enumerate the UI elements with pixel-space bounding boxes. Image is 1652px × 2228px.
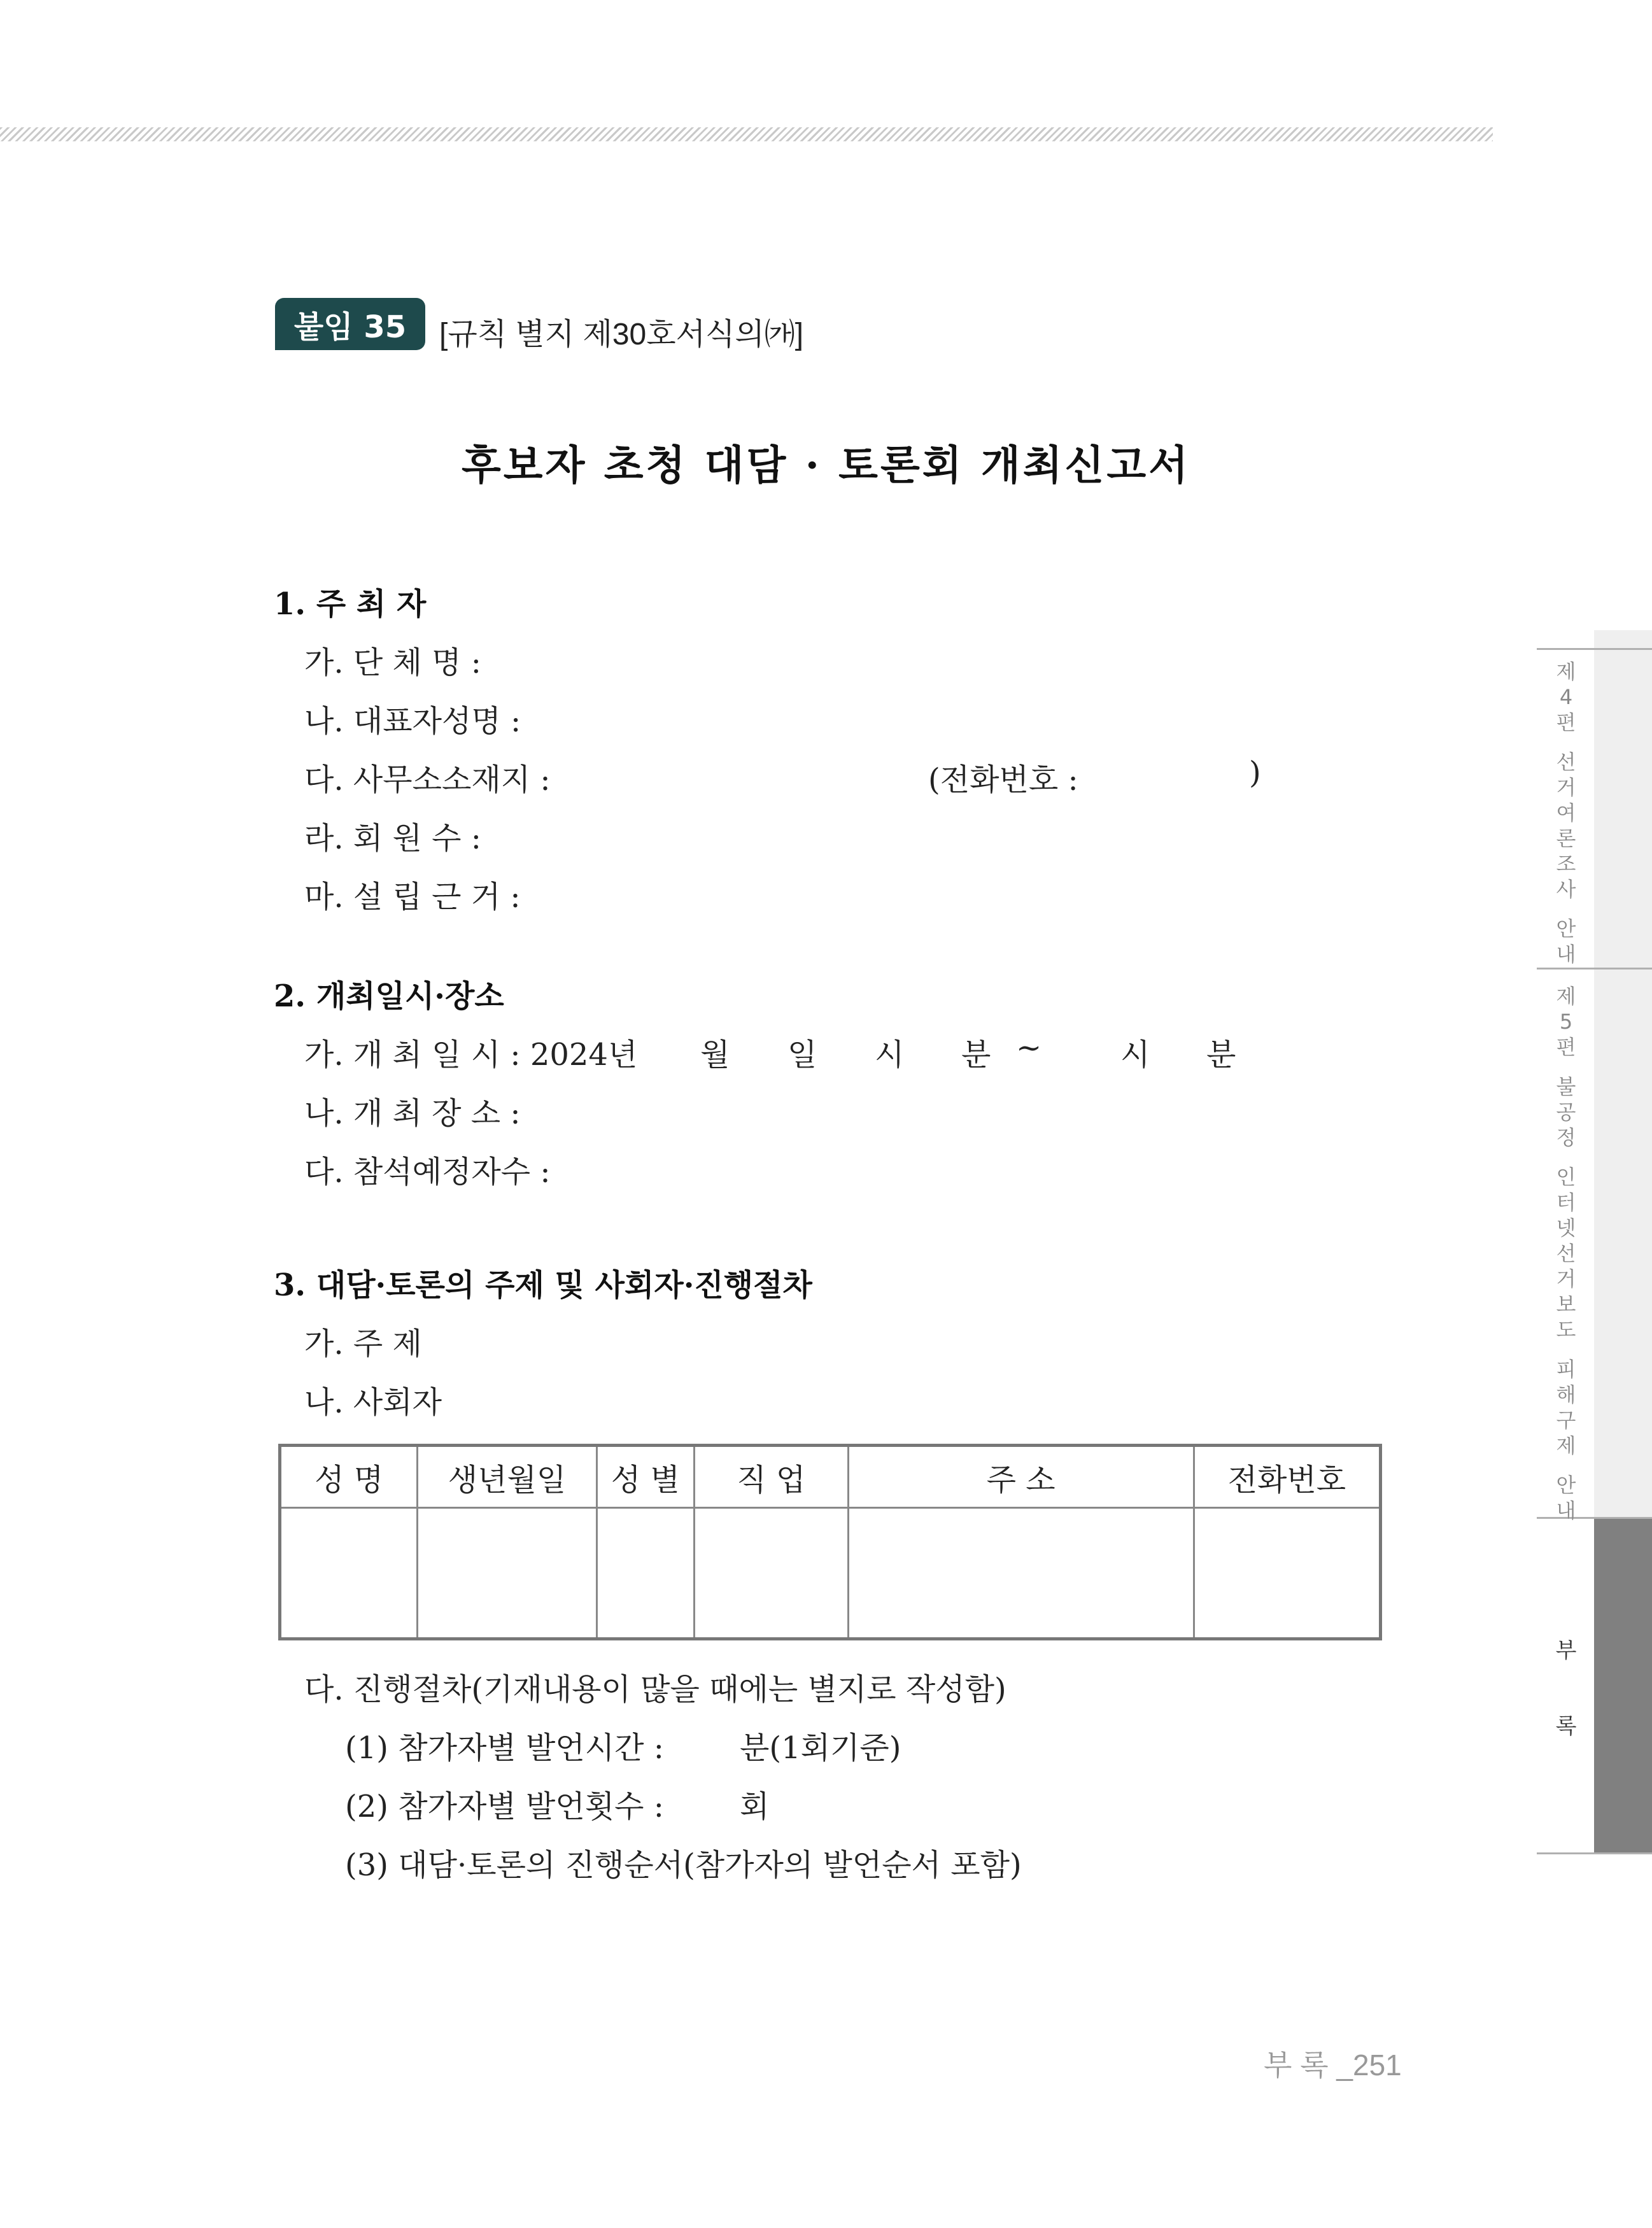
unit-end-hour: 시	[1120, 1037, 1150, 1073]
field-venue: 나. 개 최 장 소 :	[304, 1096, 521, 1131]
header-hatch-band	[0, 127, 1493, 141]
field-phone-close: )	[1249, 755, 1261, 791]
header-birthdate: 생년월일	[418, 1446, 597, 1508]
procedure-heading: 다. 진행절차(기재내용이 많을 때에는 별지로 작성함)	[304, 1672, 1006, 1707]
sidebar-tab-part4[interactable]	[1594, 630, 1652, 968]
cell-birthdate	[418, 1508, 597, 1639]
field-office-address: 다. 사무소소재지 :	[304, 762, 551, 798]
field-founding-basis: 마. 설 립 근 거 :	[304, 879, 521, 915]
section2-heading: 2. 개최일시·장소	[274, 978, 504, 1014]
unit-end-minute: 분	[1206, 1037, 1236, 1073]
unit-day: 일	[787, 1037, 817, 1073]
sidebar-divider	[1537, 648, 1652, 650]
unit-minute: 분	[961, 1037, 991, 1073]
moderator-table	[278, 1444, 1382, 1640]
field-org-name: 가. 단 체 명 :	[304, 645, 481, 680]
table-header-row	[280, 1446, 1381, 1508]
procedure-speaking-time: (1) 참가자별 발언시간 :	[345, 1730, 664, 1766]
section3-heading: 3. 대담·토론의 주제 및 사회자·진행절차	[274, 1267, 812, 1303]
section1-heading: 1. 주 최 자	[274, 586, 427, 622]
cell-occupation	[695, 1508, 848, 1639]
field-topic: 가. 주 제	[304, 1326, 422, 1362]
sidebar-divider	[1537, 968, 1652, 969]
header-occupation: 직 업	[695, 1446, 848, 1508]
header-name: 성 명	[280, 1446, 418, 1508]
header-gender: 성 별	[597, 1446, 695, 1508]
attachment-badge: 붙임 35	[275, 298, 425, 350]
cell-address	[848, 1508, 1194, 1639]
field-moderator: 나. 사회자	[304, 1385, 442, 1420]
cell-gender	[597, 1508, 695, 1639]
sidebar-divider	[1537, 1852, 1652, 1854]
cell-name	[280, 1508, 418, 1639]
unit-tilde: ~	[1016, 1030, 1042, 1066]
field-member-count: 라. 회 원 수 :	[304, 821, 481, 856]
document-title: 후보자 초청 대담 · 토론회 개최신고서	[461, 442, 1191, 490]
procedure-order: (3) 대담·토론의 진행순서(참가자의 발언순서 포함)	[345, 1847, 1022, 1883]
sidebar-part5-label: 제 5 편 불 공 정 인 터 넷 선 거 보 도 피 해 구 제 안 내	[1556, 984, 1576, 1523]
table-row	[280, 1508, 1381, 1639]
field-phone-label: (전화번호 :	[928, 762, 1078, 798]
unit-month: 월	[700, 1037, 730, 1073]
sidebar-part4-label: 제 4 편 선 거 여 론 조 사 안 내	[1556, 659, 1576, 966]
procedure-speaking-time-unit: 분(1회기준)	[740, 1730, 901, 1766]
header-phone: 전화번호	[1194, 1446, 1380, 1508]
field-datetime: 가. 개 최 일 시 : 2024년	[304, 1037, 638, 1073]
sidebar-tab-appendix[interactable]	[1594, 1519, 1652, 1852]
procedure-speaking-count-unit: 회	[740, 1789, 770, 1824]
form-reference: [규칙 별지 제30호서식의㈎]	[439, 318, 804, 351]
sidebar-tab-part5[interactable]	[1594, 969, 1652, 1517]
field-attendees: 다. 참석예정자수 :	[304, 1154, 551, 1190]
page-footer: 부 록 _251	[1264, 2048, 1402, 2082]
sidebar-appendix-label: 부 록	[1555, 1638, 1577, 1739]
header-address: 주 소	[848, 1446, 1194, 1508]
procedure-speaking-count: (2) 참가자별 발언횟수 :	[345, 1789, 664, 1824]
unit-hour: 시	[875, 1037, 905, 1073]
cell-phone	[1194, 1508, 1380, 1639]
field-representative: 나. 대표자성명 :	[304, 703, 521, 739]
